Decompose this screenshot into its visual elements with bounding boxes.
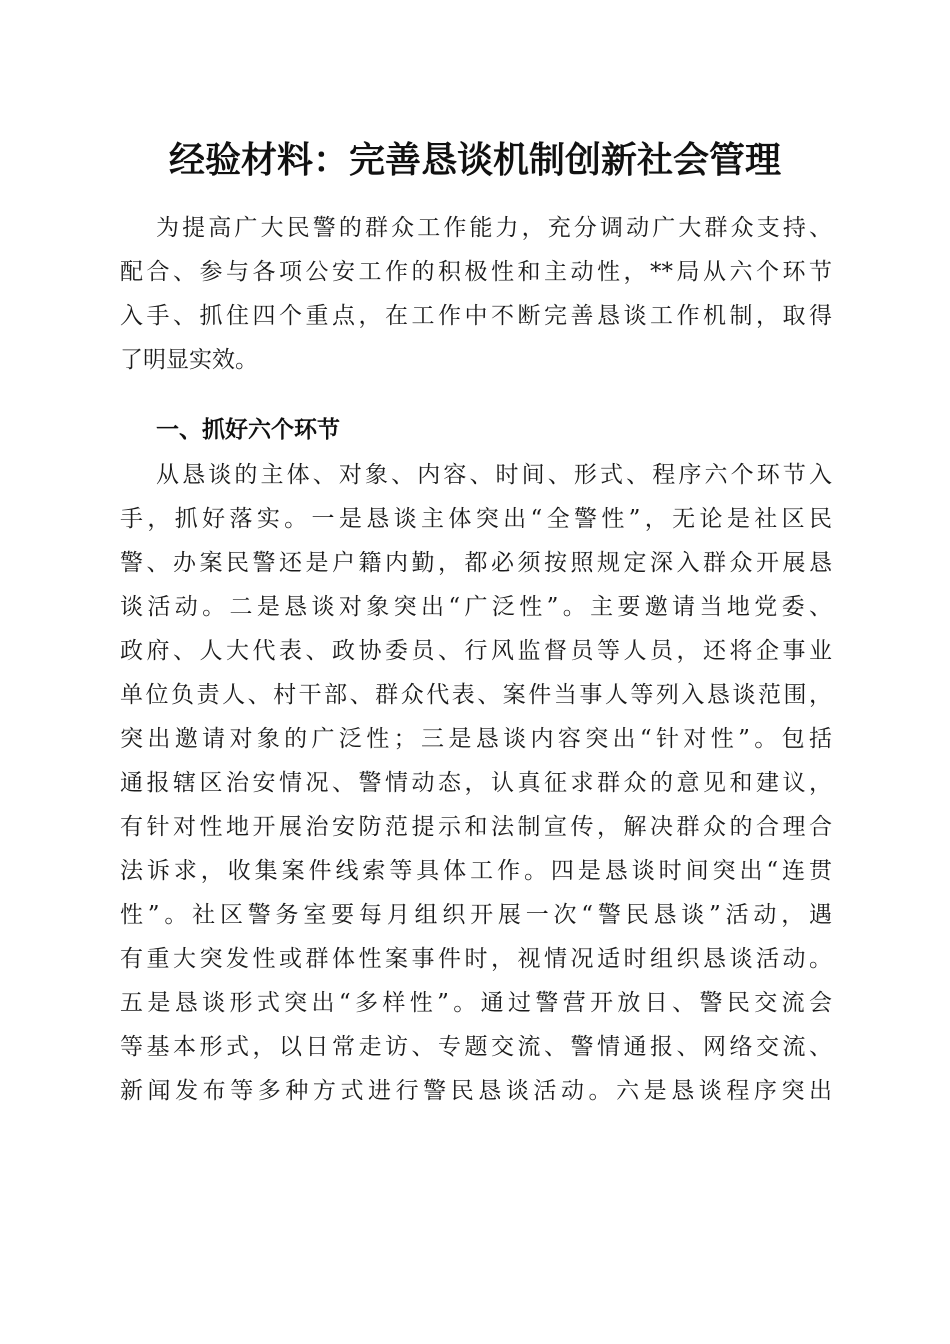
text-line: 有重大突发性或群体性案事件时，视情况适时组织恳谈活动。 xyxy=(120,946,832,972)
text-line: 为提高广大民警的群众工作能力，充分调动广大群众支持、 xyxy=(156,215,832,241)
text-line: 了明显实效。 xyxy=(120,347,258,373)
text-line: 配合、参与各项公安工作的积极性和主动性，**局从六个环节 xyxy=(120,259,832,285)
text-line: 突出邀请对象的广泛性；三是恳谈内容突出“针对性”。包括 xyxy=(120,726,832,752)
text-line: 警、办案民警还是户籍内勤，都必须按照规定深入群众开展恳 xyxy=(120,550,832,576)
text-line: 五是恳谈形式突出“多样性”。通过警营开放日、警民交流会 xyxy=(120,990,832,1016)
text-line: 手，抓好落实。一是恳谈主体突出“全警性”，无论是社区民 xyxy=(120,506,832,532)
text-line: 新闻发布等多种方式进行警民恳谈活动。六是恳谈程序突出 xyxy=(120,1078,832,1104)
text-line: 通报辖区治安情况、警情动态，认真征求群众的意见和建议， xyxy=(120,770,832,796)
text-line: 谈活动。二是恳谈对象突出“广泛性”。主要邀请当地党委、 xyxy=(120,594,832,620)
text-line: 法诉求，收集案件线索等具体工作。四是恳谈时间突出“连贯 xyxy=(120,858,832,884)
text-line: 从恳谈的主体、对象、内容、时间、形式、程序六个环节入 xyxy=(156,462,832,488)
text-line: 单位负责人、村干部、群众代表、案件当事人等列入恳谈范围， xyxy=(120,682,832,708)
text-line: 入手、抓住四个重点，在工作中不断完善恳谈工作机制，取得 xyxy=(120,303,832,329)
text-line: 有针对性地开展治安防范提示和法制宣传，解决群众的合理合 xyxy=(120,814,832,840)
section-heading: 一、抓好六个环节 xyxy=(156,417,340,443)
text-line: 性”。社区警务室要每月组织开展一次“警民恳谈”活动，遇 xyxy=(120,902,832,928)
text-line: 等基本形式，以日常走访、专题交流、警情通报、网络交流、 xyxy=(120,1034,832,1060)
text-line: 政府、人大代表、政协委员、行风监督员等人员，还将企事业 xyxy=(120,638,832,664)
page-title: 经验材料：完善恳谈机制创新社会管理 xyxy=(168,139,781,181)
